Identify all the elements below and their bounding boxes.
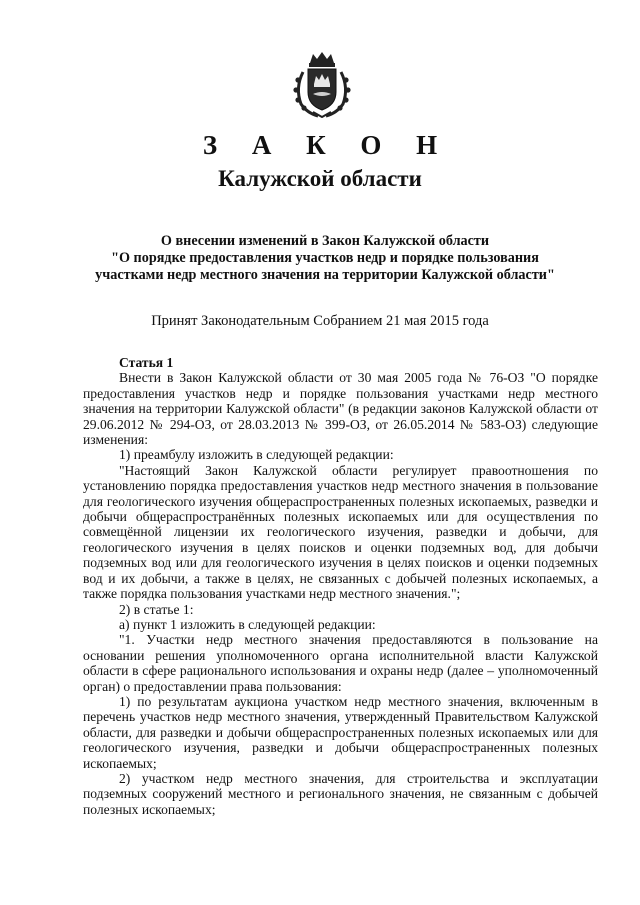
article-paragraph: а) пункт 1 изложить в следующей редакции: [119, 616, 376, 632]
article-paragraph: 1) преамбулу изложить в следующей редакции: [119, 447, 394, 463]
subtitle-line: "О порядке предоставления участков недр и порядке пользования [111, 250, 539, 266]
article-paragraph: 1) по результатам аукциона участком недр местного значения, включенным в перечень участков недр местного значения, утвержденный Правительством Калужской области, для разведки и добычи общераспространенных полезных ископаемых или для геологического изучения, разведки и добычи общераспространенных полезных ископаемых; [83, 693, 598, 771]
article-paragraph: Внести в Закон Калужской области от 30 мая 2005 года № 76-ОЗ "О порядке предоставления участков недр и порядке пользования участками недр местного значения на территории Калужской области" (в редакции законов Калужской области от 29.06.2012 № 294-ОЗ, от 28.03.2013 № 399-ОЗ, от 26.05.2014 № 583-ОЗ) следующие изменения: [83, 370, 598, 448]
article-paragraph: "Настоящий Закон Калужской области регулирует правоотношения по установлению порядка предоставления участков недр местного значения в пользование для геологического изучения общераспространенных полезных ископаемых, разведки и добычи общераспространённых полезных ископаемых или для осуществления по совмещённой лицензии их геологического изучения, разведки и добычи, для геологического изучения в целях поисков и оценки подземных вод, для добычи подземных вод или для геологического изучения в целях поисков и оценки подземных вод и их добычи, а также в целях, не связанных с добычей полезных ископаемых, а также порядка пользования участками недр местного значения."; [83, 462, 598, 602]
subtitle-line: О внесении изменений в Закон Калужской области [160, 233, 490, 249]
region-title: Калужской области [218, 166, 422, 191]
law-subtitle [70, 233, 580, 284]
article-paragraph: 2) участком недр местного значения, для строительства и эксплуатации подземных сооружений местного и регионального значения, не связанным с добычей полезных ископаемых; [83, 770, 598, 817]
article-heading: Статья 1 [119, 355, 174, 370]
article-paragraph: "1. Участки недр местного значения предоставляются в пользование на основании решения уполномоченного органа исполнительной власти Калужской области в сфере рационального использования и охраны недр (далее – уполномоченный орган) о предоставлении права пользования: [83, 632, 598, 694]
subtitle-line: участками недр местного значения на территории Калужской области" [95, 267, 555, 283]
adoption-note: Принят Законодательным Собранием 21 мая 2015 года [151, 313, 489, 329]
law-title: З А К О Н [202, 130, 452, 160]
article-paragraph: 2) в статье 1: [119, 601, 194, 617]
article-body [83, 355, 598, 817]
kaluga-coat-of-arms-icon [291, 50, 353, 118]
